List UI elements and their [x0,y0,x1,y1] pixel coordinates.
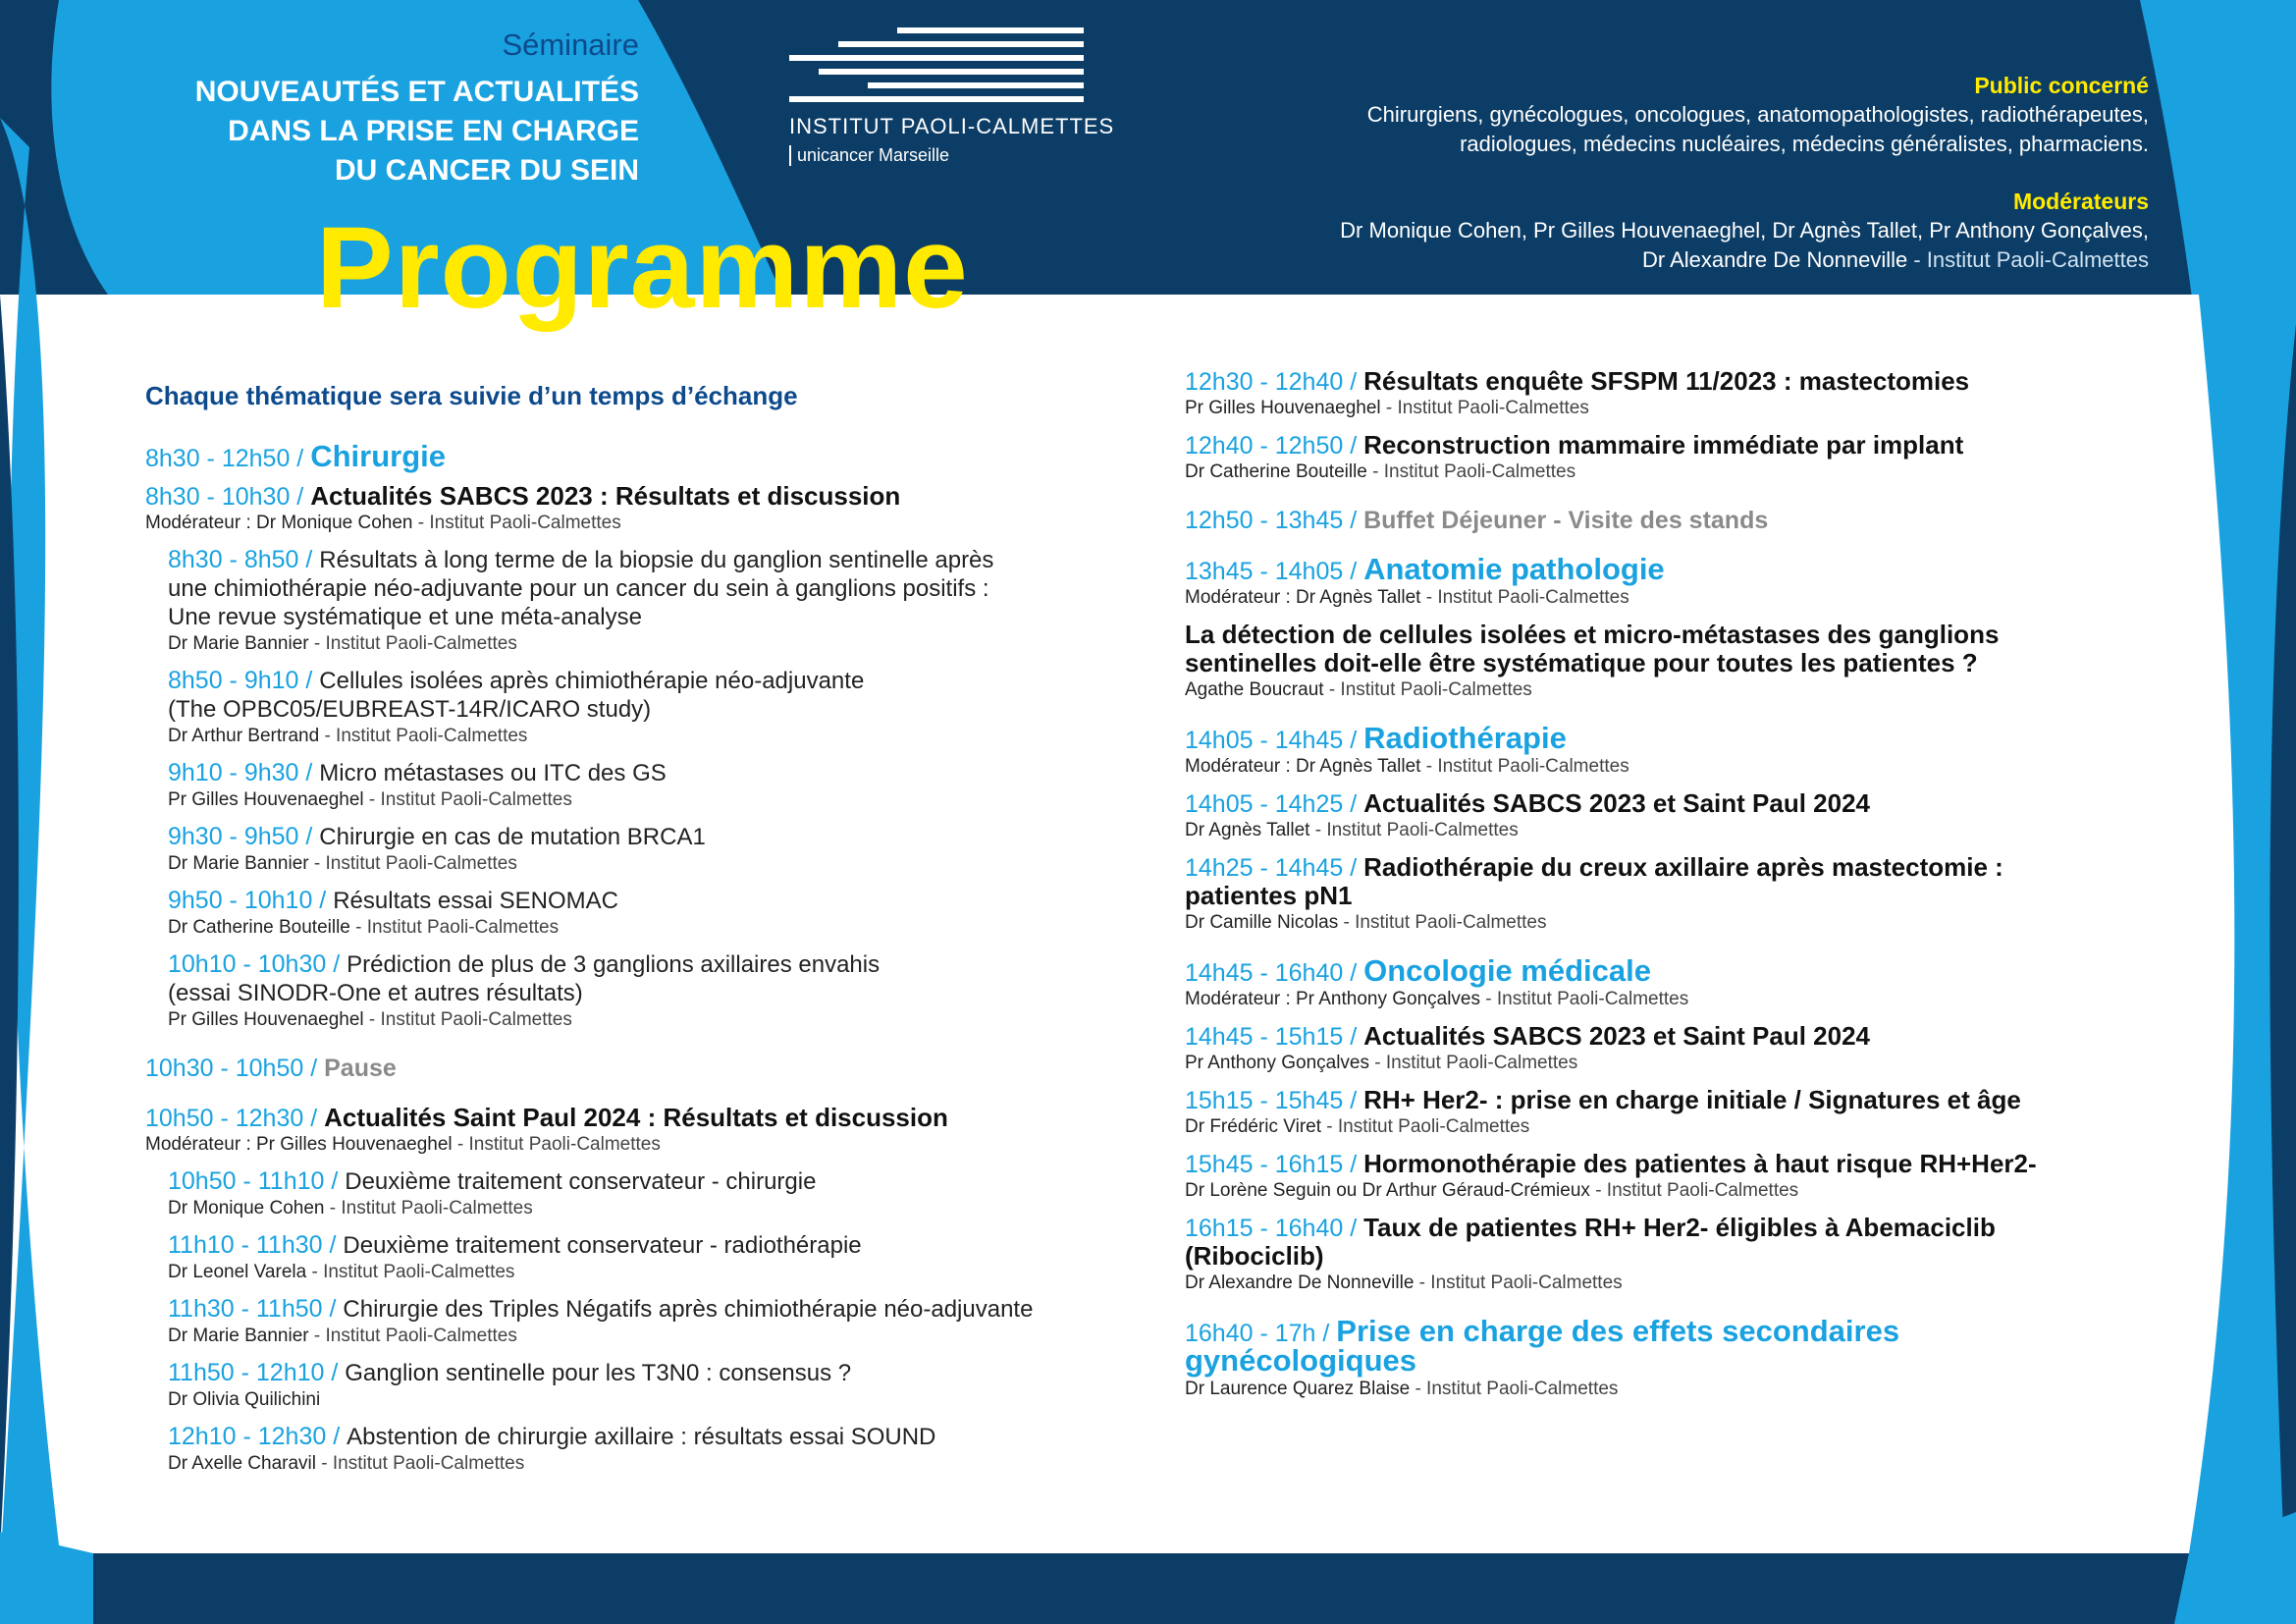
program-title: La détection de cellules isolées et micro-métastases des ganglions [1185,620,2000,649]
time-slot: 16h15 - 16h40 / [1185,1215,1358,1242]
footer-band [0,1553,2296,1624]
program-column-left [145,381,1127,1487]
program-title: Micro métastases ou ITC des GS [319,760,667,786]
speaker-line [1185,460,2176,485]
time-slot: 14h45 - 16h40 / [1185,959,1358,987]
speaker-line [1185,987,2176,1012]
speaker-name: Dr Olivia Quilichini [168,1389,321,1410]
program-item-line [145,1104,1127,1132]
speaker-name: Pr Gilles Houvenaeghel [168,789,364,810]
program-title: Radiothérapie [1363,721,1567,755]
program-title-continued: (Ribociclib) [1185,1241,1324,1271]
program-title: Prédiction de plus de 3 ganglions axillaires envahis [347,951,881,978]
speaker-line [168,631,1127,657]
speaker-institute: - Institut Paoli-Calmettes [308,633,517,654]
speaker-institute: - Institut Paoli-Calmettes [306,1262,515,1282]
program-item-line [1185,721,2176,755]
speaker-line [168,1196,1127,1221]
time-slot: 8h30 - 12h50 / [145,445,304,472]
speaker-name: Pr Gilles Houvenaeghel [1185,398,1381,418]
program-item [145,1055,1127,1082]
program-item-line [168,667,1127,695]
program-title-continued: Une revue systématique et une méta-analyse [168,604,642,630]
seminar-title-line: DANS LA PRISE EN CHARGE [228,115,639,147]
speaker-line [168,787,1127,813]
program-title: Buffet Déjeuner - Visite des stands [1363,507,1769,534]
program-title: Abstention de chirurgie axillaire : résultats essai SOUND [347,1424,936,1450]
program-title-continued: (essai SINODR-One et autres résultats) [168,980,583,1006]
speaker-line [1185,1271,2176,1296]
time-slot: 10h10 - 10h30 / [168,950,341,978]
logo-name: INSTITUT PAOLI-CALMETTES [789,114,1115,138]
logo-subtitle: unicancer Marseille [789,145,949,166]
speaker-line [168,724,1127,749]
program-title: Résultats essai SENOMAC [333,888,618,914]
speaker-name: Dr Agnès Tallet [1185,820,1310,840]
speaker-institute: - Institut Paoli-Calmettes [1380,398,1589,418]
program-item-line [1185,789,2176,818]
program-item [145,1104,1127,1158]
program-item [1185,552,2176,611]
program-item-line [1185,431,2176,460]
program-title: Radiothérapie du creux axillaire après mastectomie : [1363,852,2003,882]
program-title: Hormonothérapie des patientes à haut risque RH+Her2- [1363,1149,2037,1178]
speaker-institute: - Institut Paoli-Calmettes [1480,989,1689,1009]
logo-bar [789,55,1084,61]
moderateurs-line: Dr Monique Cohen, Pr Gilles Houvenaeghel, Dr Agnès Tallet, Pr Anthony Gonçalves, [1340,218,2149,243]
programme-heading: Programme [316,203,969,333]
time-slot: 14h05 - 14h45 / [1185,727,1358,754]
program-column-right [1185,367,2176,1412]
speaker-line [1185,1051,2176,1076]
program-title-continued: sentinelles doit-elle être systématique pour toutes les patientes ? [1185,648,1978,677]
right-items [1185,367,2176,1402]
program-title: Pause [324,1055,397,1082]
time-slot: 15h15 - 15h45 / [1185,1087,1358,1114]
program-item [168,1423,1127,1477]
program-item-line [145,1055,1127,1082]
speaker-name: Modérateur : Dr Agnès Tallet [1185,587,1421,608]
header-info [1340,71,2149,275]
speaker-line [1185,1377,2176,1402]
program-item-line [1185,507,2176,534]
speaker-line [168,1451,1127,1477]
speaker-institute: - Institut Paoli-Calmettes [1420,756,1629,777]
seminar-label: Séminaire [502,27,639,62]
speaker-name: Dr Marie Bannier [168,1326,309,1346]
speaker-institute: - Institut Paoli-Calmettes [316,1453,525,1474]
speaker-institute: - Institut Paoli-Calmettes [1414,1272,1623,1293]
program-title: Chirurgie des Triples Négatifs après chimiothérapie néo-adjuvante [343,1296,1034,1323]
program-item [168,667,1127,749]
speaker-institute: - Institut Paoli-Calmettes [1338,912,1547,933]
time-slot: 12h50 - 13h45 / [1185,507,1358,534]
public-line: radiologues, médecins nucléaires, médecins généralistes, pharmaciens. [1460,132,2149,156]
program-title: Deuxième traitement conservateur - radiothérapie [343,1232,862,1259]
speaker-name: Modérateur : Dr Monique Cohen [145,513,413,533]
speaker-name: Pr Anthony Gonçalves [1185,1053,1369,1073]
program-item-line [168,546,1127,574]
time-slot: 9h10 - 9h30 / [168,759,313,786]
logo-bar [868,82,1084,88]
speaker-institute: - Institut Paoli-Calmettes [1309,820,1519,840]
speaker-name: Dr Catherine Bouteille [168,917,350,938]
program-item-line [1185,367,2176,396]
program-item-line [168,759,1127,787]
speaker-name: Agathe Boucraut [1185,679,1324,700]
program-item [168,1167,1127,1221]
program-item [168,950,1127,1033]
program-item-line [1185,621,2176,649]
program-title: Anatomie pathologie [1363,552,1665,586]
public-line: Chirurgiens, gynécologues, oncologues, anatomopathologistes, radiothérapeutes, [1366,102,2149,127]
program-item [1185,721,2176,780]
program-item [1185,367,2176,421]
speaker-line [1185,396,2176,421]
speaker-name: Dr Monique Cohen [168,1198,325,1218]
program-title-continued: patientes pN1 [1185,881,1353,910]
speaker-line [145,1132,1127,1158]
speaker-line [1185,585,2176,611]
program-item [168,1359,1127,1413]
program-item [1185,853,2176,936]
program-item [168,759,1127,813]
program-item [1185,1022,2176,1076]
moderateurs-title: Modérateurs [2012,189,2149,214]
program-title: Oncologie médicale [1363,953,1651,988]
program-title: Deuxième traitement conservateur - chirurgie [345,1168,817,1195]
seminar-title [195,73,639,190]
program-title: Cellules isolées après chimiothérapie néo-adjuvante [319,668,865,694]
program-item-line [168,887,1127,915]
speaker-name: Modérateur : Pr Gilles Houvenaeghel [145,1134,453,1155]
program-item [168,1231,1127,1285]
speaker-institute: - Institut Paoli-Calmettes [1321,1116,1530,1137]
program-item-line [145,439,1127,473]
speaker-name: Modérateur : Dr Agnès Tallet [1185,756,1421,777]
moderateurs-line [1340,245,2149,275]
left-items [145,439,1127,1477]
speaker-name: Modérateur : Pr Anthony Gonçalves [1185,989,1480,1009]
speaker-name: Dr Camille Nicolas [1185,912,1339,933]
program-item-line [168,1423,1127,1451]
speaker-name: Dr Axelle Charavil [168,1453,316,1474]
program-item-line [168,1295,1127,1324]
time-slot: 8h30 - 10h30 / [145,483,304,511]
program-item [168,823,1127,877]
time-slot: 8h50 - 9h10 / [168,667,313,694]
program-item-line [168,1231,1127,1260]
moderateur-institute: - Institut Paoli-Calmettes [1907,247,2149,272]
logo-bar [838,41,1084,47]
time-slot: 14h45 - 15h15 / [1185,1023,1358,1051]
speaker-institute: - Institut Paoli-Calmettes [1420,587,1629,608]
program-item-line [168,823,1127,851]
speaker-name: Dr Catherine Bouteille [1185,461,1367,482]
speaker-line [1185,754,2176,780]
public-title: Public concerné [1974,73,2149,98]
program-title: Résultats enquête SFSPM 11/2023 : mastectomies [1363,366,1970,396]
program-title: RH+ Her2- : prise en charge initiale / Signatures et âge [1363,1085,2021,1114]
program-item [1185,789,2176,843]
speaker-name: Dr Lorène Seguin ou Dr Arthur Géraud-Crémieux [1185,1180,1590,1201]
program-item-line [1185,1022,2176,1051]
program-title-continued: gynécologiques [1185,1343,1416,1378]
program-item-line [168,950,1127,979]
speaker-name: Dr Frédéric Viret [1185,1116,1322,1137]
moderateur-name: Dr Alexandre De Nonneville [1641,247,1908,272]
program-title: Actualités SABCS 2023 et Saint Paul 2024 [1363,1021,1870,1051]
program-title: Taux de patientes RH+ Her2- éligibles à Abemaciclib [1363,1213,1996,1242]
program-title: Chirurgie en cas de mutation BRCA1 [319,824,706,850]
program-item [1185,431,2176,485]
program-item [1185,1150,2176,1204]
speaker-name: Dr Marie Bannier [168,853,309,874]
program-item-line [1185,1150,2176,1178]
program-item [1185,1214,2176,1296]
program-item [145,482,1127,536]
program-title: Prise en charge des effets secondaires [1336,1314,1900,1348]
speaker-institute: - Institut Paoli-Calmettes [412,513,621,533]
speaker-line [1185,910,2176,936]
program-title-continued: une chimiothérapie néo-adjuvante pour un cancer du sein à ganglions positifs : [168,575,989,602]
time-slot: 11h30 - 11h50 / [168,1295,337,1323]
speaker-name: Dr Laurence Quarez Blaise [1185,1379,1411,1399]
program-title: Ganglion sentinelle pour les T3N0 : consensus ? [345,1360,852,1386]
speaker-name: Pr Gilles Houvenaeghel [168,1009,364,1030]
speaker-institute: - Institut Paoli-Calmettes [308,853,517,874]
program-title: Actualités SABCS 2023 : Résultats et discussion [310,481,901,511]
speaker-name: Dr Arthur Bertrand [168,726,320,746]
program-item [1185,1314,2176,1402]
speaker-name: Dr Leonel Varela [168,1262,307,1282]
time-slot: 9h50 - 10h10 / [168,887,327,914]
time-slot: 12h10 - 12h30 / [168,1423,341,1450]
program-item [168,887,1127,941]
program-item-line [1185,853,2176,882]
program-title: Actualités SABCS 2023 et Saint Paul 2024 [1363,788,1870,818]
speaker-line [1185,818,2176,843]
speaker-name: Dr Alexandre De Nonneville [1185,1272,1415,1293]
program-item [168,1295,1127,1349]
time-slot: 12h30 - 12h40 / [1185,368,1358,396]
speaker-line [145,511,1127,536]
speaker-institute: - Institut Paoli-Calmettes [349,917,560,938]
seminar-title-line: DU CANCER DU SEIN [334,154,639,187]
time-slot: 15h45 - 16h15 / [1185,1151,1358,1178]
program-item-line [168,1167,1127,1196]
time-slot: 9h30 - 9h50 / [168,823,313,850]
program-item [1185,507,2176,534]
program-item-line [1185,953,2176,988]
exchange-note: Chaque thématique sera suivie d’un temps d’échange [145,381,798,410]
speaker-institute: - Institut Paoli-Calmettes [324,1198,533,1218]
speaker-institute: - Institut Paoli-Calmettes [363,1009,572,1030]
speaker-line [168,1324,1127,1349]
seminar-title-line: NOUVEAUTÉS ET ACTUALITÉS [194,76,639,108]
program-title-continued: (The OPBC05/EUBREAST-14R/ICARO study) [168,696,652,723]
program-item [145,439,1127,473]
program-item-line [1185,1086,2176,1114]
time-slot: 16h40 - 17h / [1185,1320,1330,1347]
program-item-line [145,482,1127,511]
speaker-institute: - Institut Paoli-Calmettes [319,726,528,746]
speaker-name: Dr Marie Bannier [168,633,309,654]
program-item-line [1185,1214,2176,1242]
speaker-line [168,851,1127,877]
speaker-line [168,1260,1127,1285]
speaker-institute: - Institut Paoli-Calmettes [1589,1180,1799,1201]
time-slot: 11h10 - 11h30 / [168,1231,337,1259]
program-item [1185,621,2176,703]
speaker-line [1185,1178,2176,1204]
program-title: Résultats à long terme de la biopsie du ganglion sentinelle après [319,547,994,573]
time-slot: 10h50 - 11h10 / [168,1167,339,1195]
speaker-line [1185,1114,2176,1140]
time-slot: 13h45 - 14h05 / [1185,558,1358,585]
speaker-institute: - Institut Paoli-Calmettes [1366,461,1576,482]
time-slot: 14h25 - 14h45 / [1185,854,1358,882]
program-item-line [168,1359,1127,1387]
institut-logo [785,27,1115,175]
speaker-institute: - Institut Paoli-Calmettes [308,1326,517,1346]
speaker-institute: - Institut Paoli-Calmettes [1369,1053,1578,1073]
speaker-line [168,1007,1127,1033]
speaker-institute: - Institut Paoli-Calmettes [363,789,572,810]
program-title: Reconstruction mammaire immédiate par implant [1363,430,1964,460]
speaker-institute: - Institut Paoli-Calmettes [452,1134,661,1155]
program-item [1185,953,2176,1012]
time-slot: 10h50 - 12h30 / [145,1105,318,1132]
speaker-institute: - Institut Paoli-Calmettes [1410,1379,1619,1399]
speaker-institute: - Institut Paoli-Calmettes [1323,679,1532,700]
program-title: Chirurgie [310,439,446,473]
time-slot: 14h05 - 14h25 / [1185,790,1358,818]
speaker-line [1185,677,2176,703]
logo-bar [789,96,1084,102]
time-slot: 10h30 - 10h50 / [145,1055,318,1082]
program-item [168,546,1127,657]
speaker-line [168,1387,1127,1413]
program-item-line [1185,552,2176,586]
time-slot: 11h50 - 12h10 / [168,1359,339,1386]
program-item [1185,1086,2176,1140]
time-slot: 12h40 - 12h50 / [1185,432,1358,460]
logo-bar [897,27,1084,33]
speaker-line [168,915,1127,941]
logo-bar [819,69,1084,75]
program-title: Actualités Saint Paul 2024 : Résultats et discussion [324,1103,948,1132]
time-slot: 8h30 - 8h50 / [168,546,313,573]
